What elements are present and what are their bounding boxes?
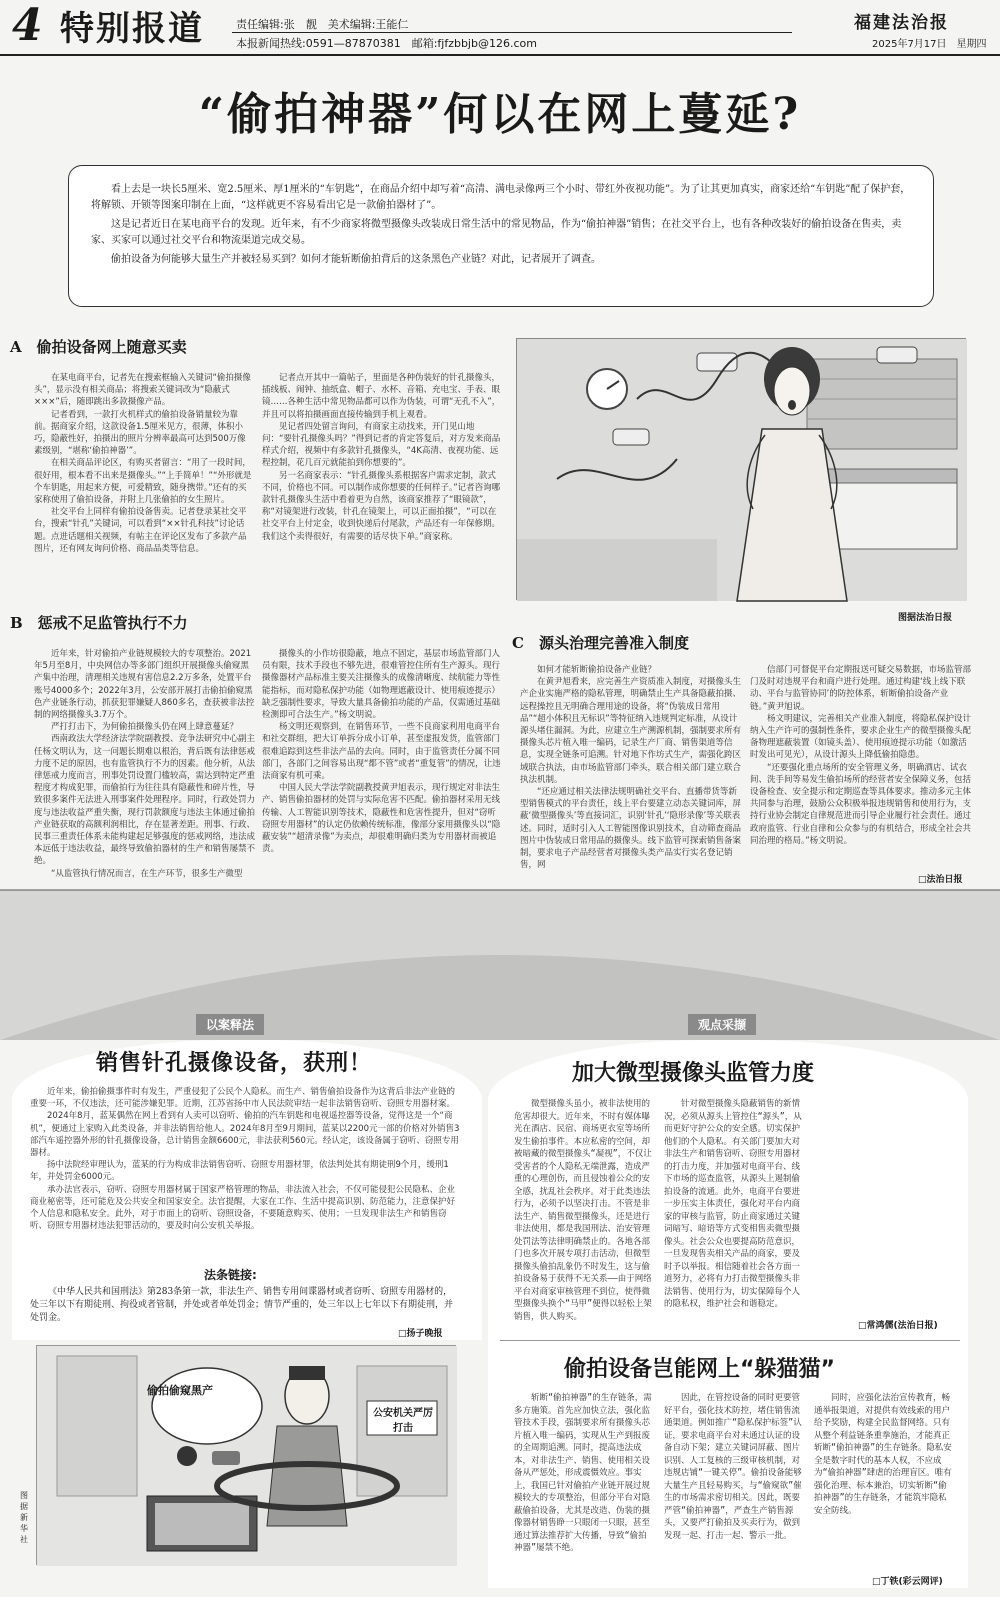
- paragraph: 因此，在管控设备的同时更要管好平台，强化技术防控，堵住销售流通渠道。例如推广“隐私保护标签”认证，要求电商平台对未通过认证的设备自动下架；建立关键词屏蔽、图片识别、人工复核的三级审核机制，对违规店铺“一键关停”。偷拍设备能够大量生产且轻易购买，与“偷窥欲”催生的市场需求密切相关。因此，既要严管“偷拍神器”，严查生产销售源头，又要严打偷拍及买卖行为，做到发现一起、打击一起、警示一批。: [664, 1393, 802, 1541]
- viewpoint-credit-2: □丁铁(彩云网评): [872, 1577, 943, 1587]
- viewpoint-title-1: 加大微型摄像头监管力度: [572, 1061, 815, 1086]
- paragraph: “从监管执行情况而言，在生产环节，很多生产微型: [51, 868, 243, 879]
- paragraph: 在某电商平台，记者先在搜索框输入关键词“偷拍摄像头”，显示没有相关商品；将搜索关键词改为“隐蔽式×××”后，随即跳出多款摄像产品。: [34, 373, 251, 408]
- hotline-line: 本报新闻热线:0591—87870381 邮箱:fjfzbbjb@126.com: [236, 37, 537, 50]
- paragraph: 记者点开其中一篇帖子，里面是各种伪装好的针孔摄像头，插线板、闹钟、抽纸盒、帽子、水杯、音箱、充电宝、手表、眼镜……各种生活中常见物品都可以作为伪装，可谓“无孔不入”，并且可以将拍摄画面直接传输到手机上观看。: [262, 373, 501, 420]
- paragraph: 摄像头的小作坊很隐蔽，地点不固定，基层市场监管部门人员有限，技术手段也不够先进，很难管控住所有生产源头。现行摄像器材产品标准主要关注摄像头的成像清晰度、续航能力等性能指标，而对隐私保护功能（如物理遮蔽设计、使用痕迹提示）缺乏强制性要求，导致大量具备偷拍功能的产品，仅需通过基础检测即可合法生产。”杨文明说。: [262, 649, 501, 721]
- paragraph: 社交平台上同样有偷拍设备售卖。记者登录某社交平台，搜索“针孔”关键词，可以看到“××针孔科技”讨论话题。点进话题相关视频，有帖主在评论区发布了多款产品图片，还有网友询问价格、商品品类等信息。: [34, 507, 247, 554]
- header-bottom-rule: [0, 54, 1000, 56]
- paragraph: 扬中法院经审理认为，蓝某的行为构成非法销售窃听、窃照专用器材罪，依法判处其有期徒刑9个月，缓刑1年，并处罚金6000元。: [30, 1160, 449, 1183]
- paragraph: 杨文明建议，完善相关产业准入制度，将隐私保护设计纳入生产许可的强制性条件，要求企业生产的微型摄像头配备物理遮蔽装置（如镜头盖）、使用痕迹提示功能（如激活时发出可见光），从设计源头上降低偷拍隐患。: [750, 713, 972, 761]
- viewpoint-title-2: 偷拍设备岂能网上“躲猫猫”: [564, 1357, 835, 1382]
- viewpoint-column-4: [664, 1392, 804, 1572]
- law-heading: 法条链接:: [204, 1268, 257, 1282]
- intro-paragraph: 看上去是一块长5厘米、宽2.5厘米、厚1厘米的“车钥匙”，在商品介绍中却写着“高清、满电录像两三个小时、带红外夜视功能”。为了让其更加真实，商家还给“车钥匙”配了保护套，将解锁、开锁等图案印制在上面，“这样就更不容易看出它是一款偷拍器材了”。: [91, 184, 911, 211]
- paragraph: 斩断“偷拍神器”的生存链条，需多方施策。首先应加快立法，强化监管技术手段，强制要求所有摄像头芯片植入唯一编码，实现从生产到报废的全周期追溯。同时，提高违法成本，对非法生产、销售、使用相关设备从严惩处，形成震慑效应。事实上，我国已针对偷拍产业链开展过规模较大的专项整治，但部分平台对隐蔽偷拍设备，尤其是改造、伪装的摄像器材销售睁一只眼闭一只眼，甚至通过算法推荐扩大传播，导致“偷拍神器”屡禁不绝。: [514, 1393, 652, 1553]
- intro-paragraph: 这是记者近日在某电商平台的发现。近年来，有不少商家将微型摄像头改装成日常生活中的常见物品，作为“偷拍神器”销售；在社交平台上，也有各种改装好的偷拍设备在售卖，卖家、买家可以通过社交平台和物流渠道完成交易。: [91, 219, 902, 246]
- paper-logo: 福建法治报: [854, 13, 949, 33]
- section-title: 特别报道: [60, 9, 204, 49]
- section-a-heading: A 偷拍设备网上随意买卖: [10, 338, 187, 356]
- section-b-column-1: [34, 648, 256, 879]
- illustration-drawing: [517, 339, 967, 601]
- illustration-credit: 图据法治日报: [898, 613, 953, 623]
- paragraph: 西南政法大学经济法学院副教授、竞争法研究中心副主任杨文明认为，这一问题长期难以根治，背后既有法律惩戒力度不足的原因，也有监管执行不力的因素。他分析，从法律惩戒力度而言，刑事处罚设置门槛较高，需达到特定严重程度才构成犯罪，而偷拍行为往往具有隐蔽性和碎片性，导致很多案件无法进入刑事案件处理程序。同时，行政处罚力度与违法收益严重失衡，现行罚款额度与违法主体通过偷拍产业链获取的高额利润相比，存在显著差距。刑事、行政、民事三重责任体系未能构建起足够强度的惩戒网络，违法成本远低于违法收益，最终导致偷拍器材的生产和销售屡禁不绝。: [34, 734, 256, 867]
- viewpoint-column-3: [514, 1392, 654, 1572]
- paragraph: 记者看到，一款打火机样式的偷拍设备销量较为靠前。据商家介绍，这款设备1.5厘米见方，很薄，体积小巧，隐蔽性好，拍摄出的照片分辨率最高可达到500万像素级别，“堪称‘偷拍神器’”。: [34, 409, 246, 457]
- section-c-credit: □法治日报: [918, 875, 963, 885]
- paragraph: 针对微型摄像头隐蔽销售的新情况，必须从源头上管控住“源头”，从而更好守护公众的安全感。切实保护他们的个人隐私。有关部门要加大对非法生产和销售窃听、窃照专用器材的打击力度，并加强对电商平台、线下市场的巡查监管，从源头上遏制偷拍设备的流通。此外，电商平台要进一步压实主体责任，强化对平台内商家的审核与监管，防止商家通过关键词暗写、暗语等方式变相售卖微型摄像头。社会公众也要提高防范意识，一旦发现售卖相关产品的商家，要及时予以举报。相信随着社会各方面一道努力，必将有力打击微型摄像头非法销售、使用行为，切实保障每个人的隐私权，维护社会和谐稳定。: [664, 1099, 802, 1309]
- main-headline: “偷拍神器”何以在网上蔓延?: [198, 89, 802, 140]
- section-c-column-2: [750, 664, 972, 868]
- viewpoint-credit-1: □常鸿儒(法治日报): [858, 1321, 938, 1331]
- header-rule: [232, 32, 792, 33]
- viewpoint-column-2: [664, 1098, 804, 1324]
- paragraph: 另一名商家表示：“针孔摄像头系根据客户需求定制，款式不同，价格也不同。可以制作成你想要的任何样子。”记者咨询哪款针孔摄像头生活中看着更为自然，该商家推荐了“眼镜款”，称“对镜架进行改装，针孔在镜架上，可以正面拍摄”，“可以在社交平台上付定金，收到快递后付尾款，产品还有一年保修期。我们这个卖得很好，有需要的话尽快下单。”商家称。: [262, 470, 501, 542]
- cartoon-drawing: [37, 1346, 457, 1566]
- intro-box: [68, 165, 934, 307]
- paragraph: 见记者四处留言询问，有商家主动找来，开门见山地问：“要针孔摄像头吗？”得到记者的肯定答复后，对方发来商品样式介绍，视频中有多款针孔摄像头，“4K高清、夜视功能、远程控制，花几百元就能拍到你想要的”。: [262, 421, 501, 469]
- page-number: 4: [12, 0, 43, 51]
- viewpoint-tag: 观点采撷: [688, 1014, 756, 1035]
- paragraph: 近年来，偷拍偷摄事件时有发生，严重侵犯了公民个人隐私。而生产、销售偷拍设备作为这背后非法产业链的重要一环，不仅违法，还可能涉嫌犯罪。近期，江苏省扬中市人民法院审结一起非法销售窃听、窃照专用器材案。: [30, 1087, 456, 1110]
- paragraph: “还应通过相关法律法规明确社交平台、直播带货等新型销售模式的平台责任，线上平台要建立动态关键词库，屏蔽‘微型摄像头’等直接词汇，识别‘针孔’‘隐形录像’等关联表述。同时，适时引入人工智能图像识别技术，自动筛查商品图片中伪装成日常用品的摄像头。线下监管可探索销售备案制，要求电子产品经营者对摄像头类产品实行实名登记销售，网: [520, 787, 742, 871]
- paragraph: 在黄尹旭看来，应完善生产资质准入制度，对摄像头生产企业实施严格的隐私管理，明确禁止生产具备隐蔽拍摄、远程操控且无明确合理用途的设备，将“伪装成日常用品”“超小体积且无标识”等特征纳入违规判定标准，从设计源头堵住漏洞。为此，应建立生产溯源机制，强制要求所有摄像头芯片植入唯一编码，记录生产厂商、销售渠道等信息，实现全链条可追溯。针对地下作坊式生产，需强化跨区域联合执法，由市场监管部门牵头，联合相关部门建立联合执法机制。: [520, 677, 742, 785]
- paragraph: 2024年8月，蓝某偶然在网上看到有人卖可以窃听、偷拍的汽车钥匙和电视遥控器等设备，觉得这是一个“商机”，便通过上家购入此类设备，并非法销售给他人。2024年8月至9月期间，蓝某以2200元一部的价格对外销售3部汽车遥控器外形的针孔摄像设备，总计销售金额6600元，非法获利560元。经认定，该设备属于窃听、窃照专用器材。: [30, 1111, 460, 1159]
- case-credit: □扬子晚报: [398, 1329, 443, 1339]
- section-b-heading: B 惩戒不足监管执行不力: [10, 614, 188, 632]
- section-b-column-2: [262, 648, 502, 866]
- paragraph: 杨文明还观察到，在销售环节，一些不良商家利用电商平台和社交群组，把大订单拆分成小订单，甚至虚报发货，监管部门很难追踪到这些非法产品的去向。同时，由于监管责任分属不同部门，各部门之间容易出现“都不管”或者“重复管”的情况，让违法商家有机可乘。: [262, 722, 501, 782]
- paragraph: 在相关商品评论区，有购买者留言：“用了一段时间，很好用，根本看不出来是摄像头。”“上手简单！”“外形就是个车钥匙，用起来方便，可爱精致，随身携带。”还有的买家称使用了偷拍设备，并附上几张偷拍的女生照片。: [34, 458, 252, 506]
- illustration-hidden-cameras: [516, 338, 966, 600]
- cartoon-credit: 图据新华社: [20, 1491, 28, 1544]
- editors-line: 责任编辑:张 靓 美术编辑:王能仁: [236, 18, 409, 31]
- case-title: 销售针孔摄像设备，获刑！: [96, 1050, 373, 1076]
- paragraph: 承办法官表示，窃听、窃照专用器材属于国家严格管理的物品，非法流入社会，不仅可能侵犯公民隐私、企业商业秘密等，还可能危及公共安全和国家安全。法官提醒，大家在工作、生活中提高识别、防范能力，注意保护好个人信息和隐私安全。此外，对于市面上的窃听、窃照设备，不要随意购买、使用；一旦发现非法生产和销售窃听、窃照专用器材违法犯罪活动的，要及时向公安机关举报。: [30, 1184, 456, 1232]
- paragraph: 近年来，针对偷拍产业链规模较大的专项整治。2021年5月至8月，中央网信办等多部门组织开展摄像头偷窥黑产集中治理，清理相关违规有害信息2.2万多条，处置平台账号4000多个；2022年3月，公安部开展打击偷拍偷窥黑色产业链条行动，抓获犯罪嫌疑人860多名，查获被非法控制的网络摄像头3.7万个。: [34, 649, 255, 721]
- case-body: [30, 1086, 460, 1248]
- decorative-band: [0, 890, 1000, 1040]
- paragraph: 严打打击下，为何偷拍摄像头仍在网上肆意蔓延？: [51, 722, 239, 733]
- cartoon-caption-left: 偷拍偷窥黑产: [147, 1384, 213, 1397]
- paragraph: “还要强化重点场所的安全管理义务，明确酒店、试衣间、洗手间等易发生偷拍场所的经营者安全保障义务，包括设备检查、安全提示和定期巡查等具体要求。推动多元主体共同参与治理，鼓励公众积极举报违规销售和使用行为，支持行业协会制定自律规范进而引导企业履行社会责任。通过政府监管、行业自律和公众参与的有机结合，形成全社会共同治理的格局。”杨文明说。: [750, 762, 972, 846]
- paragraph: 信部门可督促平台定期报送可疑交易数据，市场监管部门及时对违规平台和商户进行处理。通过构建‘线上线下联动、平台与监管协同’的防控体系，斩断偷拍设备产业链。”黄尹旭说。: [750, 665, 972, 712]
- law-text: 《中华人民共和国刑法》第283条第一款，非法生产、销售专用间谍器材或者窃听、窃照专用器材的，处三年以下有期徒刑、拘役或者管制，并处或者单处罚金；情节严重的，处三年以上七年以下有期徒刑，并处罚金。: [30, 1287, 454, 1323]
- viewpoint-column-5: [814, 1392, 954, 1552]
- section-a-column-2: [262, 372, 502, 586]
- issue-date: 2025年7月17日 星期四: [872, 39, 987, 50]
- paragraph: 微型摄像头虽小，被非法使用的危害却很大。近年来，不时有媒体曝光在酒店、民宿、商场更衣室等场所发生偷拍事件。本应私密的空间，却被暗藏的微型摄像头“凝视”，不仅让受害者的个人隐私无端泄露，造成严重的心理创伤，而且侵蚀着公众的安全感，扰乱社会秩序。对于此类违法行为，必须予以坚决打击。不管是非法生产、销售微型摄像头，还是进行非法使用，都是我国刑法、治安管理处罚法等法律明确禁止的。各地各部门也多次开展专项打击活动，但微型摄像头偷拍乱象仍不时发生，这与偷拍设备易于获得不无关系——由于网络平台对商家审核管理不到位，使得微型摄像头换个“马甲”便得以轻松上架销售，供人购买。: [514, 1099, 652, 1322]
- intro-paragraph: 偷拍设备为何能够大量生产并被轻易买到？如何才能斩断偷拍背后的这条黑色产业链？对此，记者展开了调查。: [111, 254, 601, 265]
- cartoon-illustration: [36, 1345, 456, 1565]
- section-a-column-1: [34, 372, 254, 586]
- paragraph: 同时，应强化法治宣传教育，畅通举报渠道，对提供有效线索的用户给予奖励，构建全民监督网络。只有从整个利益链条重拳施治，才能真正斩断“偷拍神器”的生存链条。隐私安全是数字时代的基本人权，不应成为“偷拍神器”肆虐的治理盲区。唯有强化治理、标本兼治，切实斩断“偷拍神器”的生存链条，才能筑牢隐私安全防线。: [814, 1393, 952, 1516]
- paragraph: 如何才能斩断偷拍设备产业链？: [537, 665, 657, 675]
- section-c-column-1: [520, 664, 742, 871]
- section-c-heading: C 源头治理完善准入制度: [512, 634, 689, 652]
- paragraph: 中国人民大学法学院副教授黄尹旭表示，现行规定对非法生产、销售偷拍器材的处罚与实际危害不匹配。偷拍器材采用无线传输、人工智能识别等技术，隐蔽性和危害性提升，但对“窃听窃照专用器材”的认定仍依赖传统标准，像部分家用摄像头以“隐蔽安装”“超清录像”为卖点，却很难明确归类为专用器材而被追责。: [262, 783, 501, 855]
- viewpoint-divider: [500, 1340, 960, 1341]
- viewpoint-column-1: [514, 1098, 654, 1324]
- cartoon-caption-right: 公安机关严厉打击: [373, 1408, 433, 1434]
- case-tag: 以案释法: [196, 1014, 264, 1035]
